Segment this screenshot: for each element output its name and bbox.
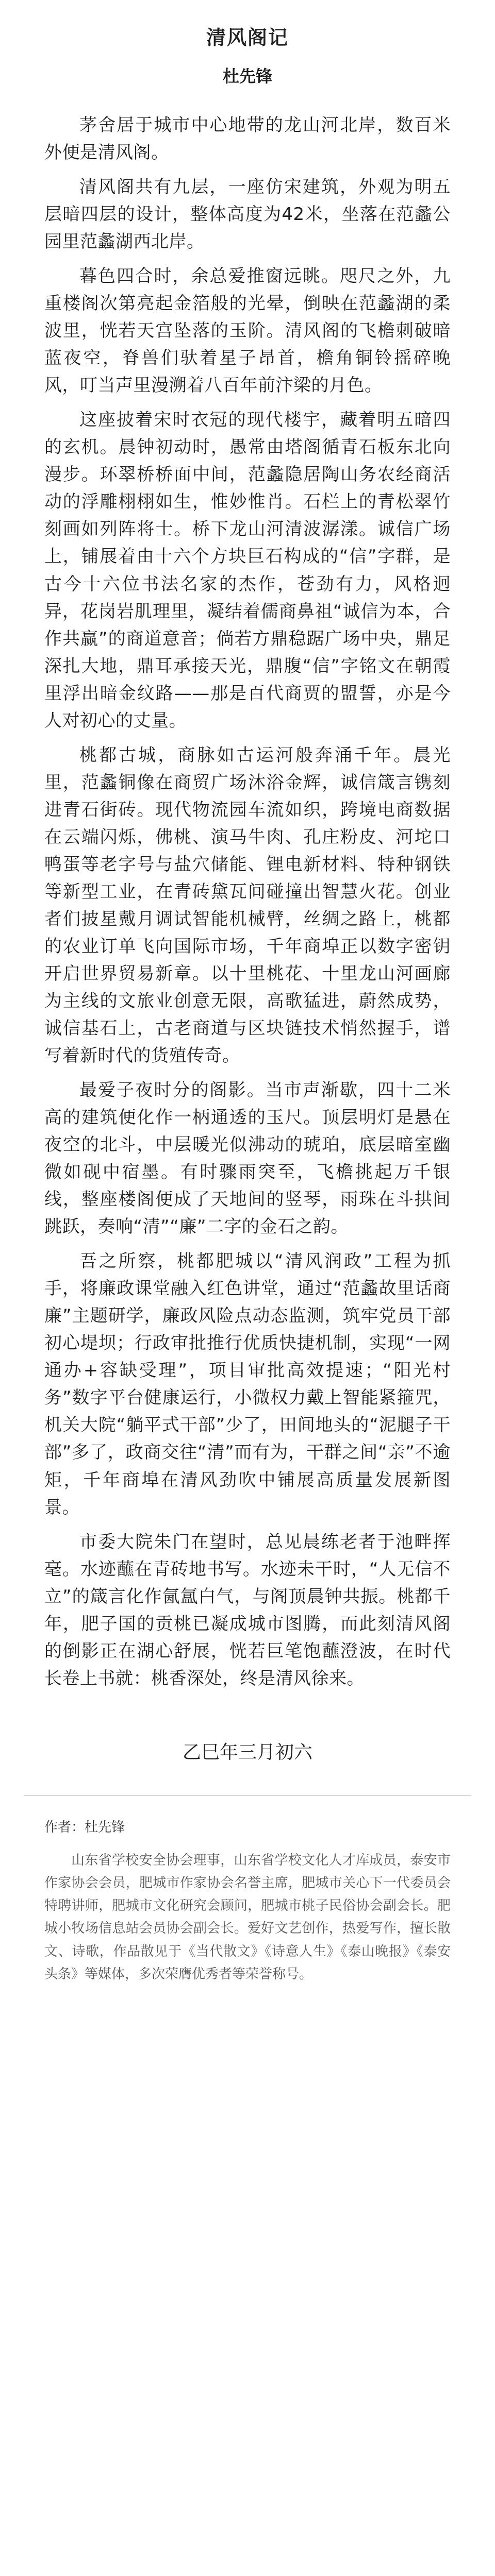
author-bio: [44, 1817, 451, 1986]
article-title: 清风阁记: [206, 26, 289, 49]
bio-author-label: 作者：杜先锋: [44, 1819, 125, 1835]
bio-text: 山东省学校安全协会理事，山东省学校文化人才库成员，泰安市作家协会会员，肥城市作家协会名誉主席，肥城市关心下一代委员会特聘讲师，肥城市文化研究会顾问，肥城市桃子民俗协会副会长。肥城小牧场信息站会员协会副会长。爱好文艺创作，热爱写作，擅长散文、诗歌，作品散见于《当代散文》《诗意人生》《泰山晚报》《泰安头条》等媒体，多次荣膺优秀者等荣誉称号。: [44, 1852, 451, 1982]
article-date: 乙巳年三月初六: [182, 1741, 312, 1763]
article-body: [44, 112, 451, 1692]
paragraph-5: 桃都古城，商脉如古运河般奔涌千年。晨光里，范蠡铜像在商贸广场沐浴金辉，诚信箴言镌刻进青石街砖。现代物流园车流如织，跨境电商数据在云端闪烁，佛桃、演马牛肉、孔庄粉皮、河坨口鸭蛋等老字号与盐穴储能、锂电新材料、特种钢铁等新型工业，在青砖黛瓦间碰撞出智慧火花。创业者们披星戴月调试智能机械臂，丝绸之路上，桃都的农业订单飞向国际市场，千年商埠正以数字密钥开启世界贸易新章。以十里桃花、十里龙山河画廊为主线的文旅业创意无限，高歌猛进，蔚然成势，诚信基石上，古老商道与区块链技术悄然握手，谱写着新时代的货殖传奇。: [44, 744, 451, 1066]
paragraph-8: 市委大院朱门在望时，总见晨练老者于池畔挥毫。水迹蘸在青砖地书写。水迹未干时，“人无信不立”的箴言化作氤氲白气，与阁顶晨钟共振。桃都千年，肥子国的贡桃已凝成城市图腾，而此刻清风阁的倒影正在湖心舒展，恍若巨笔饱蘸澄波，在时代长卷上书就：桃香深处，终是清风徐来。: [44, 1531, 451, 1689]
paragraph-4: 这座披着宋时衣冠的现代楼宇，藏着明五暗四的玄机。晨钟初动时，愚常由塔阁循青石板东北向漫步。环翠桥桥面中间，范蠡隐居陶山务农经商活动的浮雕栩栩如生，惟妙惟肖。石栏上的青松翠竹刻画如列阵将士。桥下龙山河清波潺漾。诚信广场上，铺展着由十六个方块巨石构成的“信”字群，是古今十六位书法名家的杰作，苍劲有力，风格迥异，花岗岩肌理里，凝结着儒商鼻祖“诚信为本，合作共赢”的商道意音；倘若方鼎稳踞广场中央，鼎足深扎大地，鼎耳承接天光，鼎腹“信”字铭文在朝霞里浮出暗金纹路——那是百代商贾的盟誓，亦是今人对初心的丈量。: [44, 410, 451, 731]
paragraph-6: 最爱子夜时分的阁影。当市声渐歇，四十二米高的建筑便化作一柄通透的玉尺。顶层明灯是悬在夜空的北斗，中层暖光似沸动的琥珀，底层暗室幽微如砚中宿墨。有时骤雨突至，飞檐挑起万千银线，整座楼阁便成了天地间的竖琴，雨珠在斗拱间跳跃，奏响“清”“廉”二字的金石之韵。: [44, 1080, 451, 1238]
divider: [24, 1795, 471, 1796]
paragraph-2: 清风阁共有九层，一座仿宋建筑，外观为明五层暗四层的设计，整体高度为42米，坐落在范蠡公园里范蠡湖西北岸。: [44, 177, 451, 252]
paragraph-3: 暮色四合时，余总爱推窗远眺。咫尺之外，九重楼阁次第亮起金箔般的光晕，倒映在范蠡湖的柔波里，恍若天宫坠落的玉阶。清风阁的飞檐刺破暗蓝夜空，脊兽们驮着星子昂首，檐角铜铃摇碎晚风，叮当声里漫溯着八百年前汴梁的月色。: [44, 266, 451, 396]
paragraph-7: 吾之所察，桃都肥城以“清风润政”工程为抓手，将廉政课堂融入红色讲堂，通过“范蠡故里话商廉”主题研学，廉政风险点动态监测，筑牢党员干部初心堤坝；行政审批推行优质快捷机制，实现“一网通办+容缺受理”，项目审批高效提速；“阳光村务”数字平台健康运行，小微权力戴上智能紧箍咒，机关大院“躺平式干部”少了，田间地头的“泥腿子干部”多了，政商交往“清”而有为，干群之间“亲”不逾矩，千年商埠在清风劲吹中铺展高质量发展新图景。: [44, 1251, 451, 1518]
article-author: 杜先锋: [222, 66, 272, 86]
paragraph-1: 茅舍居于城市中心地带的龙山河北岸，数百米外便是清风阁。: [44, 115, 451, 163]
